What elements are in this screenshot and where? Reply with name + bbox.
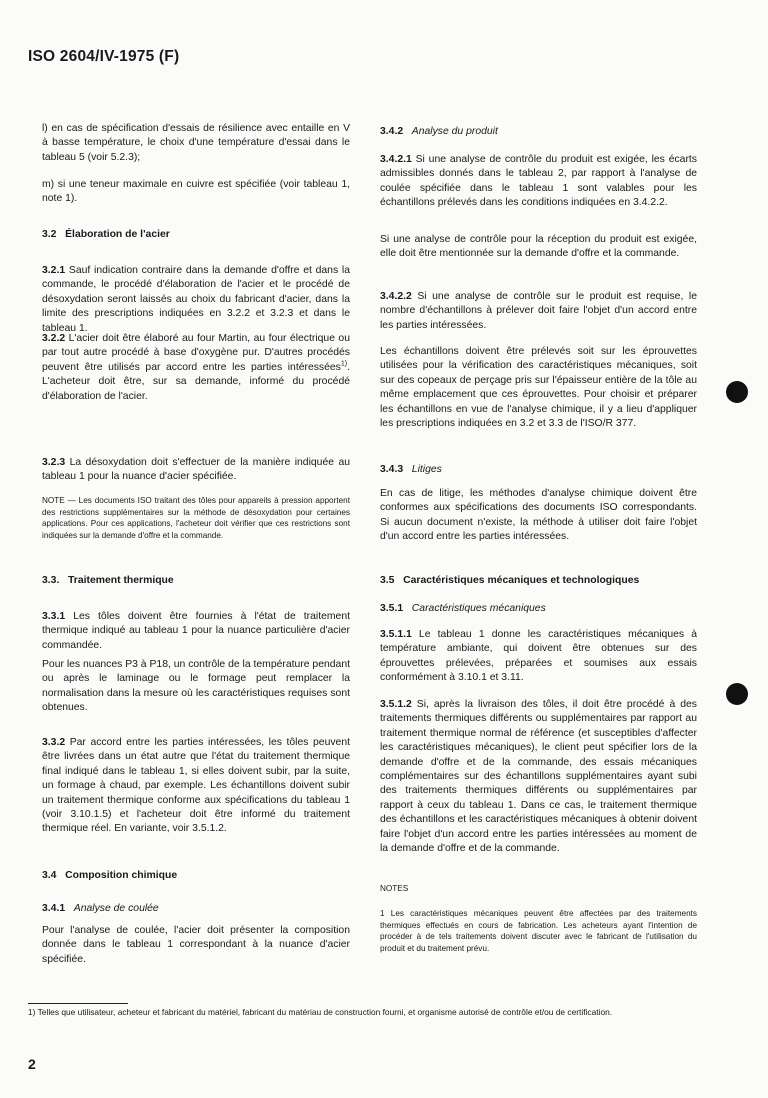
paragraph-3-2-2: 3.2.2 L'acier doit être élaboré au four Martin, au four électrique ou par tout autre procédé à base d'oxygène pur. D'autres procédés peuvent être utilisés par accord entre les parties intéressées$^{1)}$. L'acheteur doit être, sur sa demande, informé du procédé d'élaboration de l'acier. [42,333,350,402]
section-heading-3-3: 3.3. Traitement thermique [42,575,174,586]
note-1: 1 Les caractéristiques mécaniques peuvent être affectées par des traitements thermiques effectués en cours de fabrication. Les acheteurs ayant l'intention de procéder à de tels traitements doivent discuter avec le fabricant de l'utilisation du produit et du traitement prévu. [380,909,697,953]
paragraph-3-3-2: 3.3.2 Par accord entre les parties intéressées, les tôles peuvent être livrées dans un état autre que l'état du traitement thermique final indiqué dans le tableau 1, si elles doivent subir, par la suite, un formage à chaud, par exemple. Les échantillons doivent subir un traitement thermique conforme aux spécifications du tableau 1 (voir 3.10.1.5) et l'acheteur doit être informé du traitement thermique réel. En variante, voir 3.5.1.2. [42,737,350,835]
paragraph-3-4-2-1: 3.4.2.1 Si une analyse de contrôle du produit est exigée, les écarts admissibles donnés dans le tableau 2, par rapport à l'analyse de coulée spécifiée dans le tableau 1 sont valables pour les échantillons prélevés dans les conditions indiquées en 3.4.2.2. [380,154,697,209]
paragraph-3-5-1-1: 3.5.1.1 Le tableau 1 donne les caractéristiques mécaniques à température ambiante, qui doivent être obtenues sur des éprouvettes prélevées, préparées et soumises aux essais conformément à 3.10.1 et 3.11. [380,629,697,684]
paragraph-3-4-2-2b: Les échantillons doivent être prélevés soit sur les éprouvettes utilisées pour la vérification des caractéristiques mécaniques, soit sur des copeaux de perçage pris sur l'épaisseur entière de la tôle au même emplacement que ces éprouvettes. Pour choisir et préparer les échantillons en vue de l'analyse chimique, il y a lieu d'appliquer les prescriptions indiquées en 3.2 et 3.3 de l'ISO/R 377. [380,346,697,430]
footnote: 1) Telles que utilisateur, acheteur et fabricant du matériel, fabricant du matériau de construction fourni, et organisme autorisé de contrôle et/ou de certification. [28,1007,613,1017]
page-number: 2 [28,1056,36,1072]
subsection-heading-3-5-1: 3.5.1 Caractéristiques mécaniques [380,603,546,614]
list-item-m: m) si une teneur maximale en cuivre est spécifiée (voir tableau 1, note 1). [42,179,350,205]
section-heading-3-2 [42,228,170,242]
paragraph-3-4-2-1b: Si une analyse de contrôle pour la réception du produit est exigée, elle doit être mentionnée sur la demande d'offre et la commande. [380,234,697,260]
paragraph-3-2-3: 3.2.3 La désoxydation doit s'effectuer de la manière indiquée au tableau 1 pour la nuance d'acier spécifiée. [42,457,351,483]
note-deoxidation: NOTE — Les documents ISO traitant des tôles pour appareils à pression apportent des restrictions supplémentaires sur la méthode de désoxydation pour certaines applications. Pour ces applications, l'acheteur doit vérifier que ces restrictions sont indiquées sur la demande d'offre et la commande. [42,496,350,540]
paragraph-3-2-1: 3.2.1 Sauf indication contraire dans la demande d'offre et dans la commande, le procédé d'élaboration de l'acier et le procédé de désoxydation seront laissés au choix du fabricant d'acier, dans la limite des prescriptions indiquées en 3.2.2 et 3.2.3 et dans le tableau 1. [42,265,350,334]
paragraph-3-4-3: En cas de litige, les méthodes d'analyse chimique doivent être conformes aux spécifications des documents ISO correspondants. Si aucun document n'existe, la méthode à utiliser doit faire l'objet d'un accord entre les parties intéressées. [380,488,697,543]
footnote-divider [28,1003,128,1004]
paragraph-3-3-1b: Pour les nuances P3 à P18, un contrôle de la température pendant ou après le laminage ou le formage peut remplacer la normalisation dans la mesure où les caractéristiques requises sont obtenues. [42,659,350,714]
section-heading-3-5: 3.5 Caractéristiques mécaniques et technologiques [380,575,640,586]
subsection-heading-3-4-1: 3.4.1 Analyse de coulée [42,903,159,914]
paragraph-3-3-1: 3.3.1 Les tôles doivent être fournies à l'état de traitement thermique indiqué au tableau 1 pour la nuance particulière d'acier commandée. [42,611,350,651]
section-heading-3-4: 3.4 Composition chimique [42,870,178,881]
footnote-ref: 1) [340,360,348,368]
paragraph-3-5-1-2: 3.5.1.2 Si, après la livraison des tôles, il doit être procédé à des traitements thermiques différents ou supplémentaires par rapport au traitement thermique normal de référence (et susceptibles d'affecter les caractéristiques mécaniques), le client peut spécifier lors de la demande d'offre et de la commande, des essais mécaniques complémentaires sur des échantillons supplémentaires ayant subi des traitements thermiques différents ou supplémentaires par rapport à ceux du tableau 1. Dans ce cas, le traitement thermique des échantillons et les caractéristiques mécaniques à obtenir doivent faire l'objet d'un accord entre les parties intéressées au moment de la demande d'offre et de la commande. [380,699,697,855]
notes-label: NOTES [380,884,409,893]
subsection-heading-3-4-2: 3.4.2 Analyse du produit [380,126,498,137]
list-item-l: l) en cas de spécification d'essais de résilience avec entaille en V à basse température, le choix d'une température d'essai dans le tableau 5 (voir 5.2.3); [42,123,350,163]
section-title: Élaboration de l'acier [65,229,170,240]
paragraph-3-4-1: Pour l'analyse de coulée, l'acier doit présenter la composition donnée dans le tableau 1 correspondant à la nuance d'acier spécifiée. [42,925,350,965]
subsection-heading-3-4-3: 3.4.3 Litiges [380,464,442,475]
paragraph-3-4-2-2: 3.4.2.2 Si une analyse de contrôle sur le produit est requise, le nombre d'échantillons à prélever doit faire l'objet d'un accord entre les parties intéressées. [380,291,697,331]
punch-hole-mark [726,683,748,705]
section-number: 3.2 [42,229,57,240]
punch-hole-mark [726,381,748,403]
document-header: ISO 2604/IV-1975 (F) [28,48,180,65]
